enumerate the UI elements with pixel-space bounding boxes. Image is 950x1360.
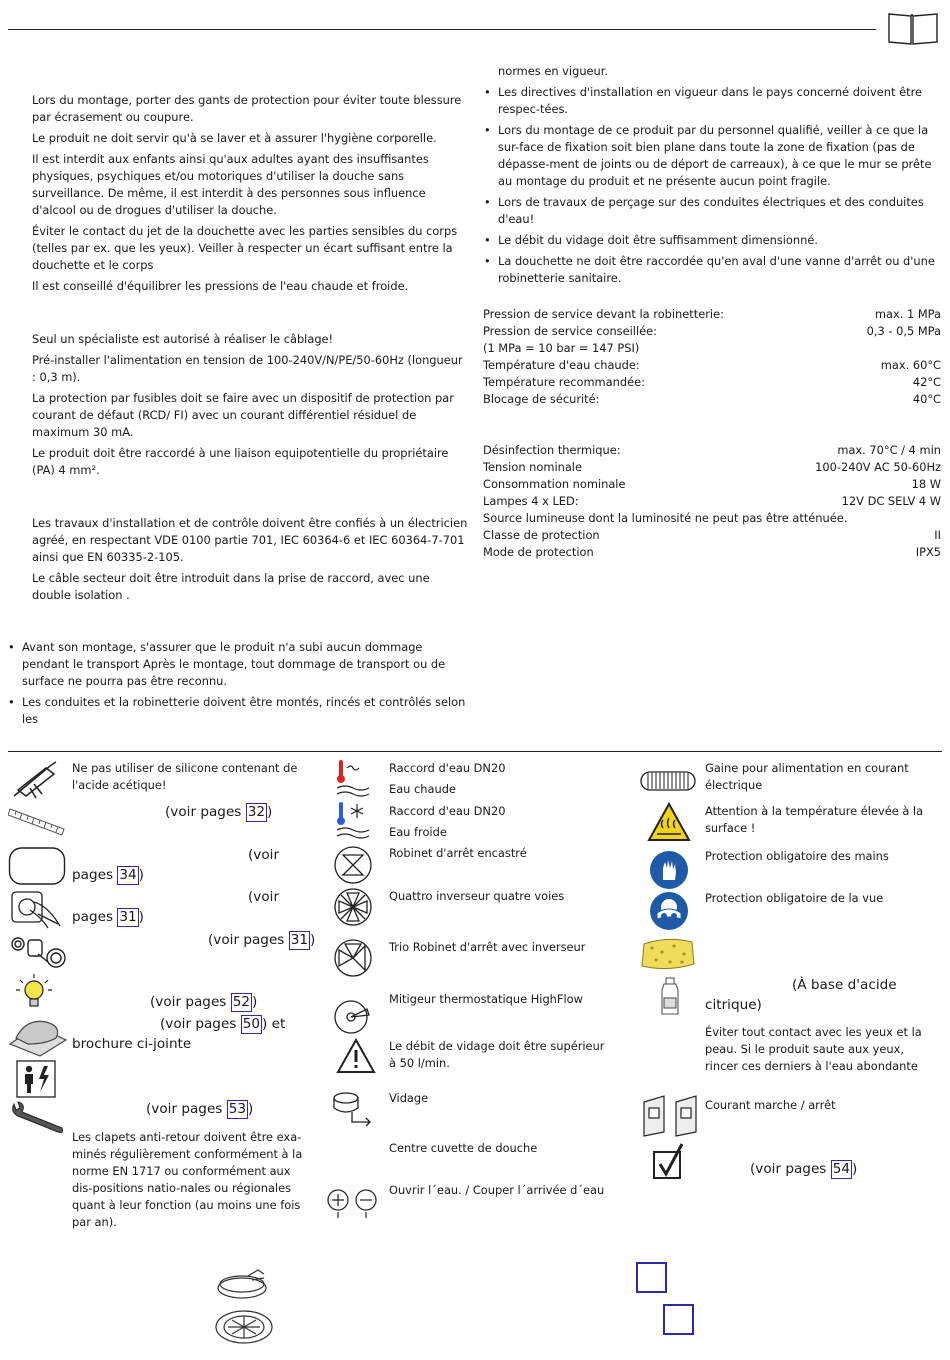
wrench-ref: (voir pages 53 ): [146, 1101, 254, 1117]
mixer-icon: [333, 995, 373, 1037]
spec-row: Pression de service devant la robinetterie: max. 1 MPa: [483, 307, 941, 321]
silicone-gun-icon: [10, 760, 60, 800]
page-ref-31[interactable]: 31: [119, 909, 137, 925]
trio-text: Trio Robinet d'arrêt avec inverseur: [389, 940, 586, 954]
hand-cloth-ref: (voir pages 50 ) et: [160, 1016, 286, 1032]
stop-valve-text: Robinet d'arrêt encastré: [389, 846, 527, 860]
ruler-icon: [8, 803, 66, 839]
stop-valve-icon: [333, 845, 373, 885]
safety-pressure: Il est conseillé d'équilibrer les pressions de l'eau chaude et froide.: [32, 279, 409, 293]
warning-icon: [336, 1038, 376, 1074]
page-ref-53[interactable]: 53: [228, 1101, 247, 1117]
gloves-text: Protection obligatoire des mains: [705, 849, 889, 863]
acid-line2: citrique): [705, 997, 762, 1013]
page-ref-52[interactable]: 52: [232, 994, 251, 1010]
bullet-valve: • La douchette ne doit être raccordée qu'en aval d'une vanne d'arrêt ou d'une robinetterie sanitaire.: [484, 253, 942, 287]
spec-row: Consommation nominale 18 W: [483, 477, 941, 491]
cold-water-line1: Raccord d'eau DN20: [389, 804, 506, 818]
spec-row: (1 MPa = 10 bar = 147 PSI): [483, 341, 640, 355]
book-icon: [887, 8, 939, 46]
shower-head-icon: [214, 1266, 274, 1306]
checkbox-icon: [652, 1142, 686, 1180]
spec-row: Pression de service conseillée: 0,3 - 0,5 MPa: [483, 324, 941, 338]
wrench-icon: [8, 1098, 66, 1138]
safety-gloves: Lors du montage, porter des gants de protection pour éviter toute blessure par écrasement ou coupure.: [32, 93, 462, 124]
hot-water-line2: Eau chaude: [389, 782, 456, 796]
continuation-text: normes en vigueur.: [498, 64, 609, 78]
flow-text: Le débit de vidage doit être supérieur à 50 l/min.: [389, 1039, 605, 1070]
hand-socket-ref: pages 31 ): [72, 909, 144, 925]
center-text: Centre cuvette de douche: [389, 1141, 538, 1155]
switch-text: Courant marche / arrêt: [705, 1098, 836, 1112]
page-ref-32[interactable]: 32: [247, 804, 266, 820]
goggles-icon: [649, 891, 689, 931]
brochure-text: brochure ci-jointe: [72, 1036, 192, 1052]
conduit-icon: [640, 770, 696, 792]
bullet-drilling: • Lors de travaux de perçage sur des conduites électriques et des conduites d'eau!: [484, 194, 942, 228]
safety-section: [32, 92, 468, 295]
clapets-text: Les clapets anti-retour doivent être exa-minés régulièrement conformément à la norme EN 1717 ou conformément aux dis-positions natio-nales ou régionales quant à leur fonction (au moins une fois par an).: [72, 1130, 303, 1229]
spec-row: Mode de protection IPX5: [483, 545, 941, 559]
hot-water-icon: [333, 758, 373, 800]
page-ref-50[interactable]: 50: [242, 1016, 261, 1032]
page-ref-31b[interactable]: 31: [290, 932, 309, 948]
spec-row: Désinfection thermique: max. 70°C / 4 min: [483, 443, 941, 457]
bullet-surface: • Lors du montage de ce produit par du personnel qualifié, veiller à ce que la sur-face de fixation soit bien plane dans toute la zone de fixation (pas de dépasse-ment de joints ou de déport de carreaux), à ce que le mur se prête au montage du produit et ne présente aucun point fragile.: [484, 122, 942, 190]
specs-pressure: [483, 306, 941, 408]
mounting-bullets: [8, 639, 468, 728]
checkbox-ref: (voir pages 54 ): [750, 1161, 858, 1177]
electric-man-icon: [16, 1060, 56, 1098]
installation-section: [32, 515, 468, 604]
bulb-icon: [14, 972, 54, 1016]
page-ref-54[interactable]: 54: [832, 1161, 851, 1177]
safety-eyes: Éviter le contact du jet de la douchette avec les parties sensibles du corps (telles par ex. que les yeux). Veiller à respecter un écart suffisant entre la douchette et le corps: [32, 224, 458, 272]
trio-icon: [333, 938, 373, 978]
spec-row: Tension nominale 100-240V AC 50-60Hz: [483, 460, 941, 474]
bullet-transport: • Avant son montage, s'assurer que le produit n'a subi aucun dommage pendant le transport Après le montage, tout dommage de transport ou de surface ne pourra pas être reconnu.: [8, 639, 468, 690]
electrical-specialist: Seul un spécialiste est autorisé à réaliser le câblage!: [32, 332, 334, 346]
rounded-rect-voir: (voir: [248, 847, 280, 863]
hot-water-line1: Raccord d'eau DN20: [389, 761, 506, 775]
marker-box: [636, 1262, 667, 1293]
avoid-text: Éviter tout contact avec les yeux et la peau. Si le produit saute aux yeux, rincer ces derniers à l'eau abondante: [705, 1025, 922, 1073]
fittings-ref: (voir pages 31 ): [208, 932, 316, 948]
right-bullets: [484, 63, 942, 287]
goggles-text: Protection obligatoire de la vue: [705, 891, 884, 905]
spec-row: Blocage de sécurité: 40°C: [483, 392, 941, 406]
header-rule: [8, 29, 876, 30]
drain-icon: [330, 1088, 376, 1128]
hot-surface-icon: [647, 802, 691, 842]
bullet-directives: • Les directives d'installation en vigueur dans le pays concerné doivent être respec-tées.: [484, 84, 942, 118]
specs-electrical: [483, 442, 941, 561]
ruler-ref: (voir pages 32 ): [165, 804, 273, 820]
page-ref-34[interactable]: 34: [119, 867, 137, 883]
rounded-rect-ref: pages 34 ): [72, 867, 144, 883]
quattro-text: Quattro inverseur quatre voies: [389, 889, 565, 903]
hand-cloth-icon: [6, 1014, 68, 1058]
silicone-text: Ne pas utiliser de silicone contenant de l'acide acétique!: [72, 761, 298, 792]
gloves-icon: [649, 850, 689, 890]
fittings-icon: [8, 932, 68, 970]
installation-electrician: Les travaux d'installation et de contrôle doivent être confiés à un électricien agréé, en respectant VDE 0100 partie 701, IEC 60364-6 et IEC 60364-7-701 ainsi que EN 60335-2-105.: [32, 516, 468, 564]
safety-children: Il est interdit aux enfants ainsi qu'aux adultes ayant des insuffisantes physiques, psychiques et/ou motoriques d'utiliser la douche sans surveillance. De même, il est interdit à des personnes sous influence d'alcool ou de drogues d'utiliser la douche.: [32, 152, 429, 217]
conduit-text: Gaine pour alimentation en courant électrique: [705, 761, 909, 792]
electrical-fuse: La protection par fusibles doit se faire avec un dispositif de protection par courant de défaut (RCD/ FI) avec un courant différentiel résiduel de maximum 30 mA.: [32, 391, 454, 439]
water-text: Ouvrir l´eau. / Couper l´arrivée d´eau: [389, 1183, 605, 1197]
spec-row: Température recommandée: 42°C: [483, 375, 941, 389]
mixer-text: Mitigeur thermostatique HighFlow: [389, 992, 583, 1006]
symbols-rule: [8, 751, 942, 752]
bullet-drain: • Le débit du vidage doit être suffisamment dimensionné.: [484, 232, 942, 249]
spec-row: Température d'eau chaude: max. 60°C: [483, 358, 941, 372]
quattro-icon: [333, 887, 373, 927]
hot-surface-text: Attention à la température élevée à la surface !: [705, 804, 924, 835]
sponge-icon: [640, 934, 696, 974]
acid-line1: (À base d'acide: [792, 977, 897, 993]
installation-cable: Le câble secteur doit être introduit dans la prise de raccord, avec une double isolation .: [32, 571, 430, 602]
bulb-ref: (voir pages 52 ): [150, 994, 258, 1010]
electrical-equipotential: Le produit doit être raccordé à une liaison equipotentielle du propriétaire (PA) 4 mm².: [32, 446, 449, 477]
hand-socket-icon: [8, 888, 64, 930]
spec-row: Lampes 4 x LED: 12V DC SELV 4 W: [483, 494, 941, 508]
electrical-section: [32, 331, 468, 479]
spec-row: Source lumineuse dont la luminosité ne peut pas être atténuée.: [483, 511, 848, 525]
bottle-icon: [658, 976, 682, 1016]
drain-text: Vidage: [389, 1091, 429, 1105]
electrical-supply: Pré-installer l'alimentation en tension de 100-240V/N/PE/50-60Hz (longueur : 0,3 m).: [32, 353, 463, 384]
hand-socket-voir: (voir: [248, 889, 280, 905]
spec-row: Classe de protection II: [483, 528, 941, 542]
cold-water-line2: Eau froide: [389, 825, 447, 839]
safety-usage: Le produit ne doit servir qu'à se laver et à assurer l'hygiène corporelle.: [32, 131, 437, 145]
marker-box: [663, 1304, 694, 1335]
water-on-off-icon: [324, 1182, 382, 1220]
bullet-pipes: • Les conduites et la robinetterie doivent être montés, rincés et contrôlés selon les: [8, 694, 468, 728]
switch-icon: [640, 1094, 700, 1138]
shower-plate-icon: [214, 1308, 274, 1346]
rounded-rect-icon: [8, 846, 66, 886]
cold-water-icon: [333, 800, 373, 842]
